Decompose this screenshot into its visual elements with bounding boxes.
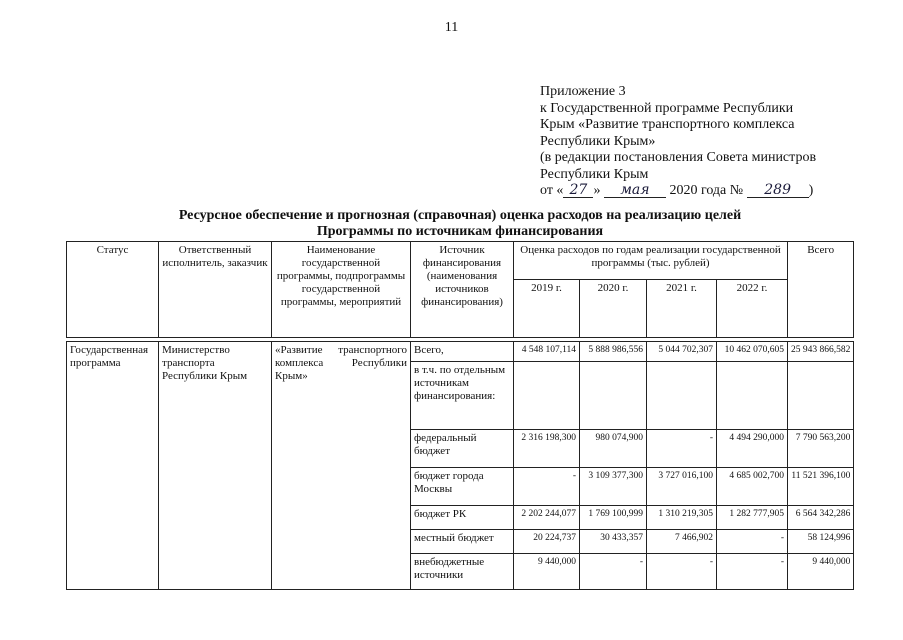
appendix-line: Приложение 3 — [540, 84, 626, 99]
value-cell: 2 316 198,300 — [514, 430, 580, 468]
status-cell: Государственная программа — [67, 342, 159, 590]
value-cell: 980 074,900 — [580, 430, 647, 468]
value-cell: 1 769 100,999 — [580, 506, 647, 530]
value-cell: 4 685 002,700 — [717, 468, 788, 506]
value-cell: - — [514, 468, 580, 506]
header-program-name: Наименование государственной программы, подпрограммы государственной программы, мероприятий — [272, 242, 411, 338]
value-cell: - — [647, 430, 717, 468]
page-number: 11 — [444, 20, 459, 35]
value-cell: 9 440,000 — [514, 554, 580, 590]
finance-table — [66, 241, 854, 590]
appendix-date-line — [540, 183, 880, 200]
header-estimate: Оценка расходов по годам реализации государственной программы (тыс. рублей) — [514, 242, 788, 280]
header-year: 2021 г. — [647, 280, 717, 338]
total-cell — [788, 362, 854, 430]
source-cell: местный бюджет — [411, 530, 514, 554]
source-cell: бюджет города Москвы — [411, 468, 514, 506]
value-cell: 20 224,737 — [514, 530, 580, 554]
value-cell: 4 548 107,114 — [514, 342, 580, 362]
appendix-line: (в редакции постановления Совета министров — [540, 150, 817, 165]
header-source: Источник финансирования (наименования источников финансирования) — [411, 242, 514, 338]
total-cell: 7 790 563,200 — [788, 430, 854, 468]
value-cell: 10 462 070,605 — [717, 342, 788, 362]
date-year: 2020 года № — [669, 183, 744, 198]
date-prefix: от « — [540, 183, 564, 198]
value-cell: 7 466,902 — [647, 530, 717, 554]
source-cell: бюджет РК — [411, 506, 514, 530]
header-total: Всего — [788, 242, 854, 338]
value-cell: 1 282 777,905 — [717, 506, 788, 530]
value-cell: - — [580, 554, 647, 590]
handwritten-number: 289 — [747, 183, 809, 198]
total-cell: 6 564 342,286 — [788, 506, 854, 530]
program-cell: «Развитие транспортного комплекса Республики Крым» — [272, 342, 411, 590]
header-year: 2020 г. — [580, 280, 647, 338]
value-cell: 2 202 244,077 — [514, 506, 580, 530]
value-cell: 4 494 290,000 — [717, 430, 788, 468]
value-cell — [580, 362, 647, 430]
handwritten-day: 27 — [563, 183, 593, 198]
value-cell: 3 109 377,300 — [580, 468, 647, 506]
appendix-line: Республики Крым» — [540, 133, 656, 149]
date-separator: » — [593, 183, 601, 198]
appendix-block — [540, 84, 880, 200]
appendix-line: Крым «Развитие транспортного комплекса — [540, 117, 795, 132]
source-cell: внебюджетные источники — [411, 554, 514, 590]
header-year: 2019 г. — [514, 280, 580, 338]
total-cell: 58 124,996 — [788, 530, 854, 554]
header-executor: Ответственный исполнитель, заказчик — [159, 242, 272, 338]
value-cell: 3 727 016,100 — [647, 468, 717, 506]
executor-cell: Министерство транспорта Республики Крым — [159, 342, 272, 590]
appendix-line: Республики Крым — [540, 166, 649, 182]
source-cell: федеральный бюджет — [411, 430, 514, 468]
value-cell — [514, 362, 580, 430]
value-cell: - — [717, 530, 788, 554]
date-close: ) — [808, 183, 814, 198]
appendix-line: к Государственной программе Республики — [540, 100, 794, 116]
value-cell: 5 888 986,556 — [580, 342, 647, 362]
value-cell: 5 044 702,307 — [647, 342, 717, 362]
title-line: Ресурсное обеспечение и прогнозная (справочная) оценка расходов на реализацию целей — [178, 208, 742, 223]
value-cell: 30 433,357 — [580, 530, 647, 554]
source-cell: Всего, — [411, 342, 514, 362]
value-cell: - — [717, 554, 788, 590]
source-cell: в т.ч. по отдельным источникам финансирования: — [411, 362, 514, 430]
total-cell: 25 943 866,582 — [788, 342, 854, 362]
header-status: Статус — [67, 242, 159, 338]
value-cell — [647, 362, 717, 430]
document-title — [60, 208, 860, 240]
value-cell: 1 310 219,305 — [647, 506, 717, 530]
value-cell — [717, 362, 788, 430]
value-cell: - — [647, 554, 717, 590]
total-cell: 11 521 396,100 — [788, 468, 854, 506]
handwritten-month: мая — [604, 183, 666, 198]
header-year: 2022 г. — [717, 280, 788, 338]
total-cell: 9 440,000 — [788, 554, 854, 590]
title-line: Программы по источникам финансирования — [316, 224, 604, 239]
